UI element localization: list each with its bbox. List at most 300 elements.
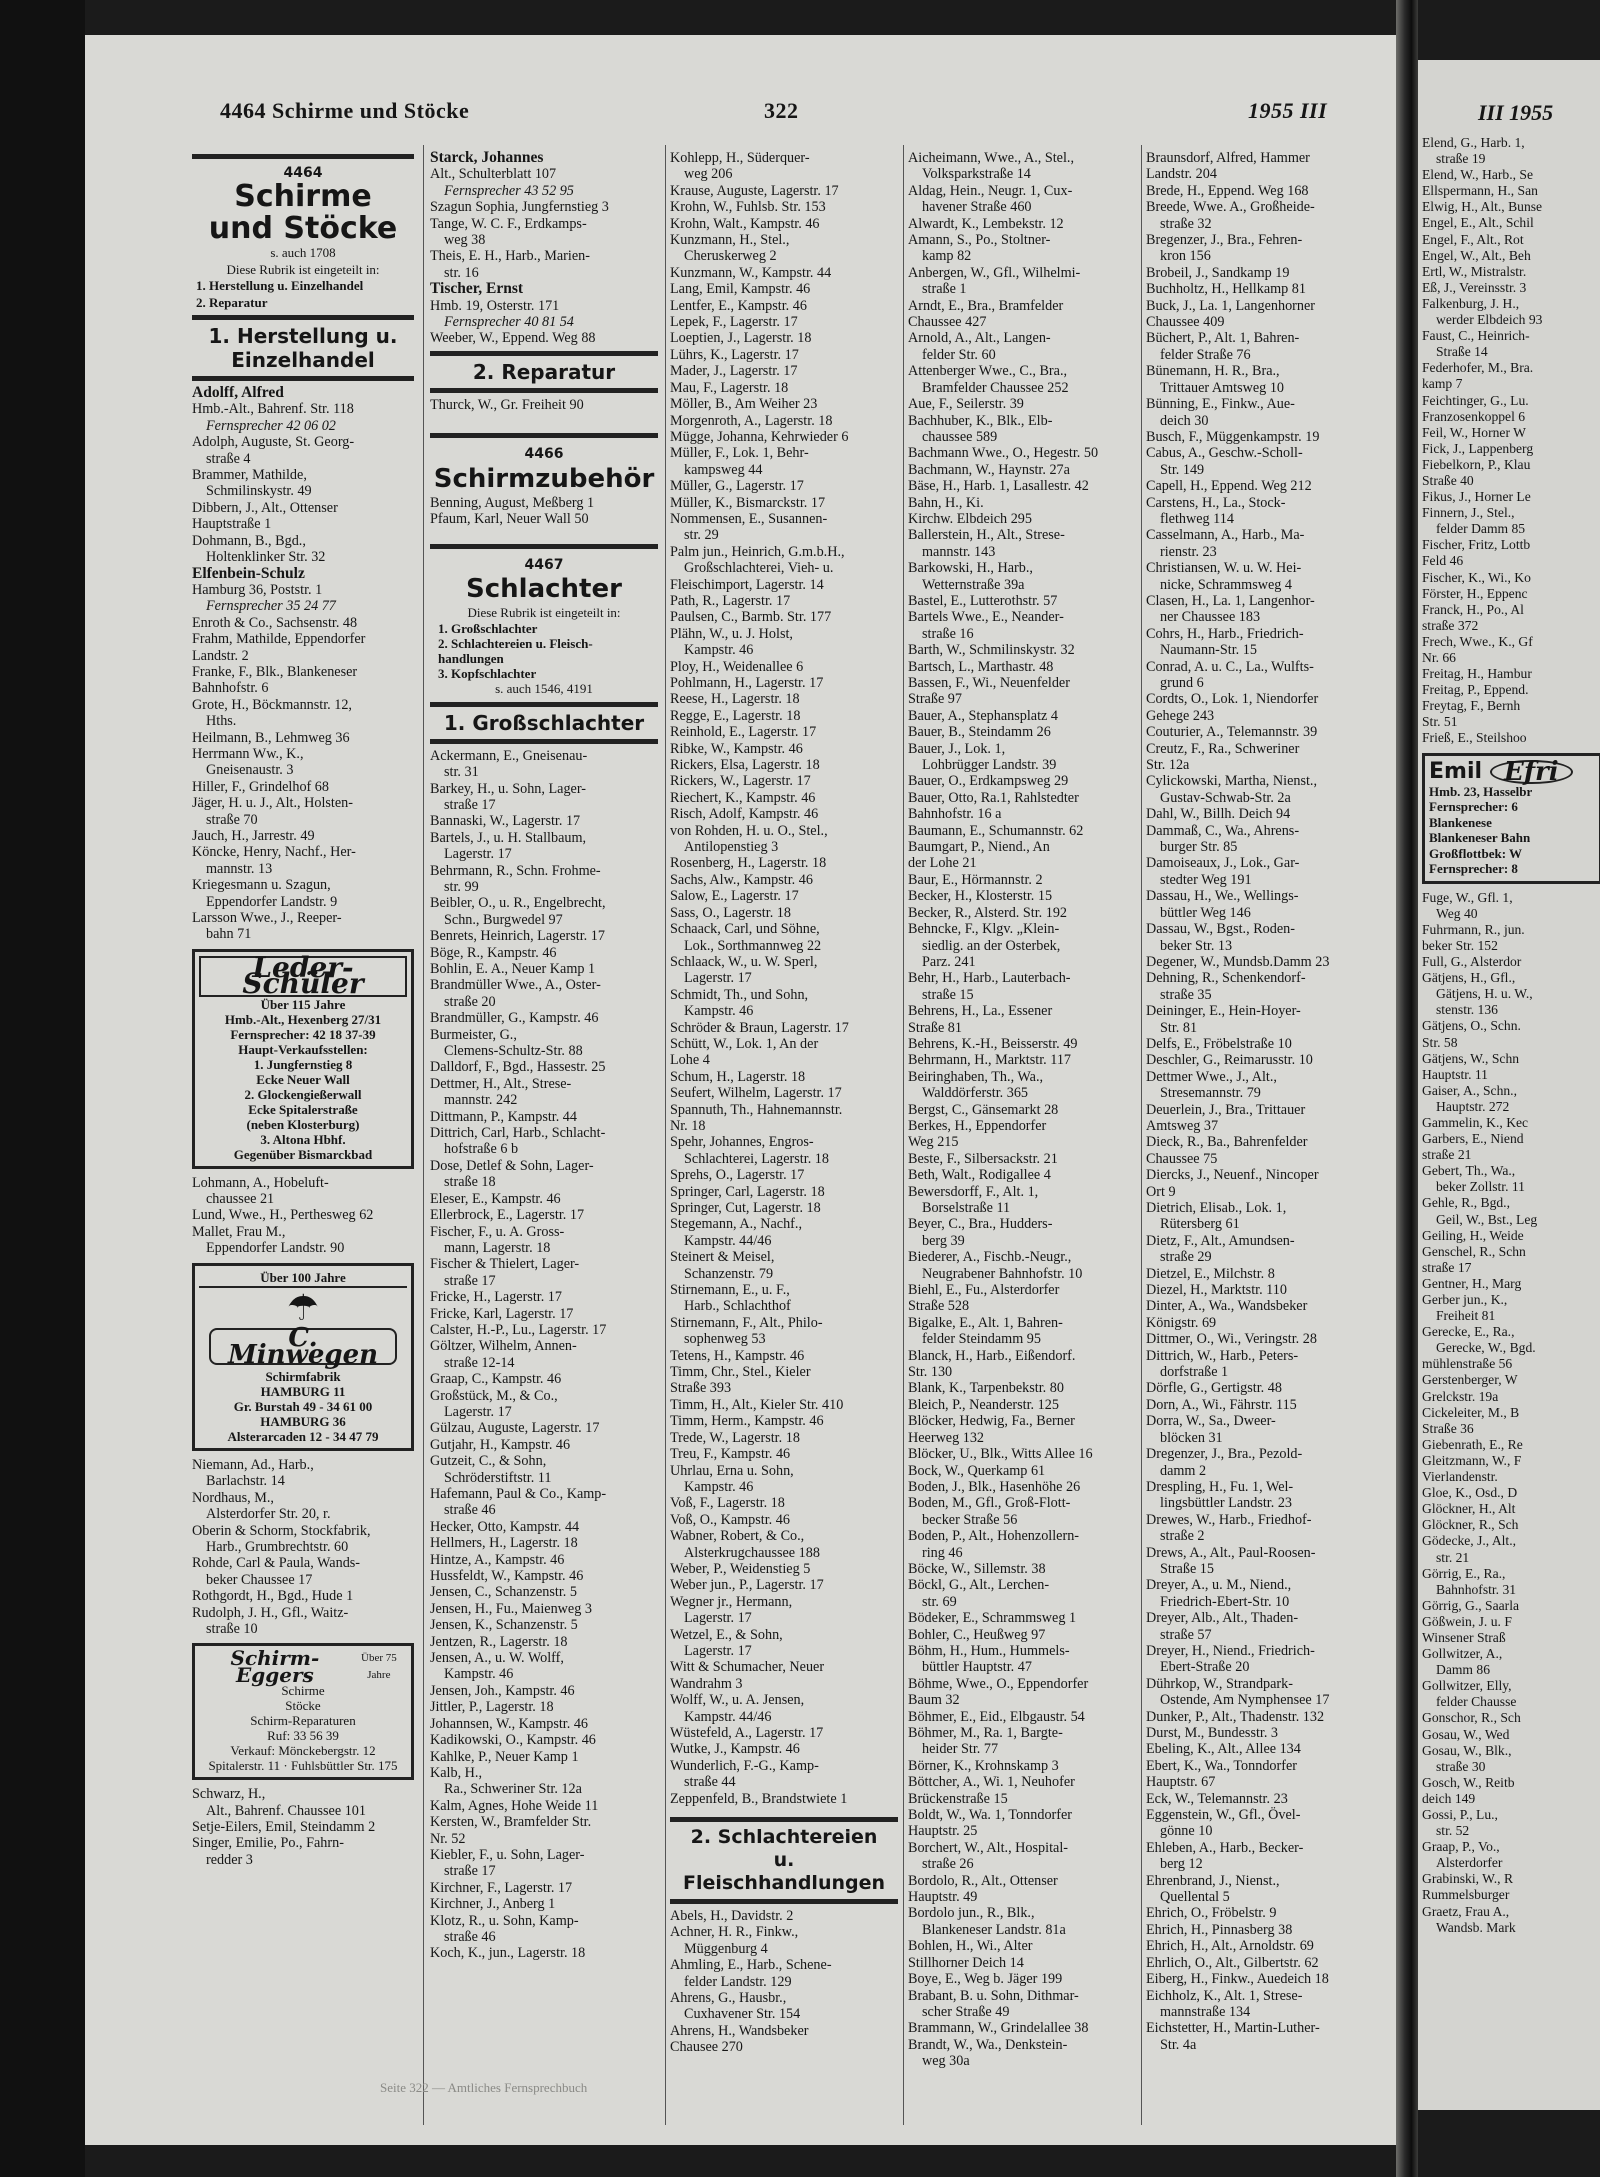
entry-list bbox=[192, 385, 414, 943]
directory-entry: Großschlachterei, Vieh- u. bbox=[684, 560, 834, 577]
directory-entry: Drewes, W., Harb., Friedhof- bbox=[1146, 1511, 1312, 1528]
directory-entry: Bramfelder Chaussee 252 bbox=[922, 379, 1069, 396]
directory-entry: Reese, H., Lagerstr. 18 bbox=[670, 691, 800, 708]
directory-entry: Rickers, W., Lagerstr. 17 bbox=[670, 773, 811, 790]
directory-entry: Graap, C., Kampstr. 46 bbox=[430, 1371, 562, 1388]
directory-entry: Brandmüller Wwe., A., Oster- bbox=[430, 977, 601, 994]
directory-entry: Bohler, C., Heußweg 97 bbox=[908, 1626, 1046, 1643]
directory-entry: Blank, K., Tarpenbekstr. 80 bbox=[908, 1380, 1064, 1397]
directory-entry: Garbers, E., Niend bbox=[1422, 1131, 1524, 1147]
directory-entry: Ra., Schweriner Str. 12a bbox=[444, 1781, 582, 1798]
directory-entry: straße 57 bbox=[1160, 1626, 1212, 1643]
directory-entry: Lepek, F., Lagerstr. 17 bbox=[670, 314, 798, 331]
directory-entry: Grote, H., Böckmannstr. 12, bbox=[192, 696, 352, 713]
directory-entry: Dreyer, Alb., Alt., Thaden- bbox=[1146, 1610, 1299, 1627]
directory-entry: Jäger, H. u. J., Alt., Holsten- bbox=[192, 795, 353, 812]
directory-entry: Ahrens, H., Wandsbeker bbox=[670, 2022, 809, 2039]
directory-entry: Behrens, K.-H., Beisserstr. 49 bbox=[908, 1035, 1078, 1052]
rule bbox=[192, 376, 414, 381]
directory-entry: Ebert, K., Wa., Tonndorfer bbox=[1146, 1757, 1297, 1774]
directory-entry: Brobeil, J., Sandkamp 19 bbox=[1146, 264, 1290, 281]
directory-entry: Mau, F., Lagerstr. 18 bbox=[670, 379, 789, 396]
directory-entry: Dittrich, W., Harb., Peters- bbox=[1146, 1347, 1299, 1364]
column-4 bbox=[908, 150, 1136, 2070]
directory-entry: Plähn, W., u. J. Holst, bbox=[670, 625, 793, 642]
directory-entry: Nr. 66 bbox=[1422, 650, 1456, 665]
directory-entry: Dinter, A., Wa., Wandsbeker bbox=[1146, 1298, 1308, 1315]
directory-entry: Voß, F., Lagerstr. 18 bbox=[670, 1495, 785, 1512]
directory-entry: nicke, Schrammsweg 4 bbox=[1160, 576, 1292, 593]
directory-entry: Enroth & Co., Sachsenstr. 48 bbox=[192, 614, 358, 631]
directory-entry: Böhmer, E., Eid., Elbgaustr. 54 bbox=[908, 1708, 1085, 1725]
ad-line: (neben Klosterburg) bbox=[246, 1116, 360, 1132]
directory-entry: Bachmann Wwe., O., Hegestr. 50 bbox=[908, 445, 1099, 462]
ad-line: Über 115 Jahre bbox=[260, 996, 346, 1012]
directory-entry: Ackermann, E., Gneisenau- bbox=[430, 747, 588, 764]
directory-entry: Dietz, F., Alt., Amundsen- bbox=[1146, 1232, 1295, 1249]
directory-entry: Larsson Wwe., J., Reeper- bbox=[192, 910, 342, 927]
directory-entry: Bergst, C., Gänsemarkt 28 bbox=[908, 1101, 1059, 1118]
directory-entry: straße 16 bbox=[922, 625, 974, 642]
directory-entry: Gätjens, O., Schn. bbox=[1422, 1018, 1521, 1034]
directory-entry: str. 21 bbox=[1436, 1549, 1470, 1565]
directory-entry: Schanzenstr. 79 bbox=[684, 1265, 774, 1282]
ad-line: Ecke Neuer Wall bbox=[256, 1071, 350, 1087]
directory-entry: Mader, J., Lagerstr. 17 bbox=[670, 363, 798, 380]
directory-entry: Straße 36 bbox=[1422, 1420, 1474, 1436]
directory-entry: Weber jun., P., Lagerstr. 17 bbox=[670, 1577, 824, 1594]
directory-entry: Bauer, A., Stephansplatz 4 bbox=[908, 707, 1058, 724]
directory-entry: Klotz, R., u. Sohn, Kamp- bbox=[430, 1912, 579, 1929]
ad-line: Fernsprecher: 42 18 37-39 bbox=[230, 1026, 376, 1042]
directory-entry: Gosau, W., Wed bbox=[1422, 1726, 1510, 1742]
directory-entry: Bartels Wwe., E., Neander- bbox=[908, 609, 1064, 626]
directory-entry: chaussee 21 bbox=[206, 1191, 275, 1208]
directory-entry: Dettmer Wwe., J., Alt., bbox=[1146, 1068, 1277, 1085]
directory-entry: Eppendorfer Landstr. 9 bbox=[206, 893, 338, 910]
directory-entry: Berkes, H., Eppendorfer bbox=[908, 1117, 1047, 1134]
directory-entry: Stegemann, A., Nachf., bbox=[670, 1216, 802, 1233]
directory-entry: Hauptstr. 272 bbox=[1436, 1098, 1510, 1114]
directory-entry: Breede, Wwe. A., Großheide- bbox=[1146, 199, 1315, 216]
ad-tagline: Über 75 Jahre bbox=[361, 1652, 397, 1681]
directory-entry: Gollwitzer, Elly, bbox=[1422, 1678, 1512, 1694]
directory-entry: Aldag, Hein., Neugr. 1, Cux- bbox=[908, 182, 1073, 199]
directory-entry: Becker, R., Alsterd. Str. 192 bbox=[908, 904, 1068, 921]
directory-entry: Schn., Burgwedel 97 bbox=[444, 911, 563, 928]
directory-entry: Fernsprecher 42 06 02 bbox=[206, 417, 336, 434]
directory-entry: Kirchw. Elbdeich 295 bbox=[908, 510, 1032, 527]
directory-entry: dorfstraße 1 bbox=[1160, 1364, 1229, 1381]
umbrella-icon: ☂ bbox=[286, 1288, 320, 1329]
directory-entry: Dunker, P., Alt., Thadenstr. 132 bbox=[1146, 1708, 1325, 1725]
directory-entry: Lagerstr. 17 bbox=[444, 1403, 512, 1420]
directory-entry: Gerber jun., K., bbox=[1422, 1292, 1508, 1307]
directory-entry: Rosenberg, H., Lagerstr. 18 bbox=[670, 855, 827, 872]
directory-entry: Eß, J., Vereinsstr. 3 bbox=[1422, 279, 1527, 295]
directory-entry: Ribke, W., Kampstr. 46 bbox=[670, 740, 803, 757]
directory-entry: Ploy, H., Weidenallee 6 bbox=[670, 658, 804, 675]
directory-entry: Singer, Emilie, Po., Fahrn- bbox=[192, 1835, 344, 1852]
directory-entry: Böhm, H., Hum., Hummels- bbox=[908, 1642, 1070, 1659]
directory-entry: Böhme, Wwe., O., Eppendorfer bbox=[908, 1675, 1089, 1692]
directory-entry: Bastel, E., Lutterothstr. 57 bbox=[908, 592, 1058, 609]
ad-line: Fernsprecher: 8 bbox=[1429, 861, 1518, 877]
directory-entry: Walddörferstr. 365 bbox=[922, 1085, 1029, 1102]
directory-entry: Loeptien, J., Lagerstr. 18 bbox=[670, 330, 812, 347]
directory-entry: chaussee 589 bbox=[922, 428, 998, 445]
directory-entry: Couturier, A., Telemannstr. 39 bbox=[1146, 724, 1318, 741]
directory-entry: Straße 393 bbox=[670, 1380, 732, 1397]
directory-entry: Friedrich-Ebert-Str. 10 bbox=[1160, 1593, 1290, 1610]
directory-entry: Baumann, E., Schumannstr. 62 bbox=[908, 822, 1084, 839]
directory-entry: Witt & Schumacher, Neuer bbox=[670, 1659, 825, 1676]
directory-entry: Dittmer, O., Wi., Veringstr. 28 bbox=[1146, 1331, 1317, 1348]
directory-entry: Drews, A., Alt., Paul-Roosen- bbox=[1146, 1544, 1316, 1561]
directory-entry: Bauer, J., Lok. 1, bbox=[908, 740, 1006, 757]
directory-entry: Drespling, H., Fu. 1, Wel- bbox=[1146, 1478, 1294, 1495]
directory-entry: Gaiser, A., Schn., bbox=[1422, 1082, 1517, 1098]
page-header-right: 1955 III bbox=[1248, 98, 1328, 123]
directory-entry: Freitag, P., Eppend. bbox=[1422, 682, 1529, 698]
directory-entry: Boden, J., Blk., Hasenhöhe 26 bbox=[908, 1478, 1081, 1495]
directory-entry: straße 26 bbox=[922, 1856, 974, 1873]
entry-list bbox=[430, 150, 658, 347]
directory-entry: Tetens, H., Kampstr. 46 bbox=[670, 1347, 805, 1364]
directory-entry: Krohn, Walt., Kampstr. 46 bbox=[670, 215, 820, 232]
directory-entry: Str. 130 bbox=[908, 1364, 953, 1381]
directory-entry: Dettmer, H., Alt., Strese- bbox=[430, 1075, 572, 1092]
directory-entry: Kahlke, P., Neuer Kamp 1 bbox=[430, 1748, 579, 1765]
column-rule bbox=[1141, 145, 1142, 2125]
directory-entry: Christiansen, W. u. W. Hei- bbox=[1146, 560, 1302, 577]
directory-entry: sophenweg 53 bbox=[684, 1331, 766, 1348]
directory-entry: Dührkop, W., Strandpark- bbox=[1146, 1675, 1293, 1692]
directory-entry: büttler Weg 146 bbox=[1160, 904, 1251, 921]
ad-line: Schirm-Reparaturen bbox=[250, 1713, 356, 1729]
directory-entry: Frech, Wwe., K., Gf bbox=[1422, 633, 1533, 649]
directory-entry: Gutjahr, H., Kampstr. 46 bbox=[430, 1436, 571, 1453]
directory-entry: straße 70 bbox=[206, 811, 258, 828]
directory-entry: straße 21 bbox=[1422, 1147, 1472, 1163]
directory-entry: Schaack, Carl, und Söhne, bbox=[670, 921, 820, 938]
directory-entry: Behrmann, H., Marktstr. 117 bbox=[908, 1052, 1072, 1069]
directory-entry: Creutz, F., Ra., Schweriner bbox=[1146, 740, 1300, 757]
directory-entry: Steinert & Meisel, bbox=[670, 1249, 775, 1266]
ad-line: 1. Jungfernstieg 8 bbox=[253, 1056, 353, 1072]
directory-entry: Adolff, Alfred bbox=[192, 385, 284, 402]
directory-entry: weg 206 bbox=[684, 166, 733, 183]
subsection-title: 2. Schlachtereien bbox=[690, 1826, 878, 1849]
directory-entry: straße 46 bbox=[444, 1502, 496, 1519]
directory-entry: Attenberger Wwe., C., Bra., bbox=[908, 363, 1068, 380]
directory-entry: Möller, B., Am Weiher 23 bbox=[670, 396, 818, 413]
directory-entry: Barlachstr. 14 bbox=[206, 1473, 285, 1490]
directory-entry: Geil, W., Bst., Leg bbox=[1436, 1211, 1538, 1227]
directory-entry: Brückenstraße 15 bbox=[908, 1790, 1008, 1807]
column-2 bbox=[430, 150, 658, 1962]
directory-entry: Dalldorf, F., Bgd., Hassestr. 25 bbox=[430, 1059, 606, 1076]
directory-entry: Dose, Detlef & Sohn, Lager- bbox=[430, 1157, 594, 1174]
directory-entry: Nordhaus, M., bbox=[192, 1489, 274, 1506]
column-5 bbox=[1146, 150, 1382, 2053]
section-number: 4467 bbox=[524, 556, 564, 573]
directory-entry: Kersten, W., Bramfelder Str. bbox=[430, 1814, 592, 1831]
directory-entry: Brandmüller, G., Kampstr. 46 bbox=[430, 1010, 599, 1027]
directory-entry: Brede, H., Eppend. Weg 168 bbox=[1146, 182, 1309, 199]
directory-entry: Gneisenaustr. 3 bbox=[206, 762, 294, 779]
directory-entry: Winsener Straß bbox=[1422, 1629, 1506, 1645]
directory-entry: Ehrich, H., Alt., Arnoldstr. 69 bbox=[1146, 1938, 1314, 1955]
rule bbox=[192, 315, 414, 320]
directory-entry: Arnold, A., Alt., Langen- bbox=[908, 330, 1051, 347]
directory-entry: weg 30a bbox=[922, 2053, 970, 2070]
directory-entry: Dassau, W., Bgst., Roden- bbox=[1146, 921, 1295, 938]
directory-entry: Anbergen, W., Gfl., Wilhelmi- bbox=[908, 264, 1081, 281]
rule bbox=[670, 1817, 898, 1822]
directory-entry: Deschler, G., Reimarusstr. 10 bbox=[1146, 1052, 1313, 1069]
directory-entry: gönne 10 bbox=[1160, 1823, 1213, 1840]
directory-entry: Schröder & Braun, Lagerstr. 17 bbox=[670, 1019, 849, 1036]
directory-entry: straße 20 bbox=[444, 993, 496, 1010]
directory-entry: Dieck, R., Ba., Bahrenfelder bbox=[1146, 1134, 1308, 1151]
directory-entry: Franke, F., Blk., Blankeneser bbox=[192, 663, 358, 680]
directory-entry: Parz. 241 bbox=[922, 953, 976, 970]
directory-entry: der Lohe 21 bbox=[908, 855, 977, 872]
directory-entry: Amtsweg 37 bbox=[1146, 1117, 1219, 1134]
entry-list bbox=[430, 748, 658, 1962]
directory-entry: Gerecke, W., Bgd. bbox=[1436, 1340, 1536, 1356]
directory-entry: Gätjens, H., Gfl., bbox=[1422, 970, 1516, 986]
directory-entry: Gosch, W., Reitb bbox=[1422, 1774, 1515, 1790]
directory-entry: Ort 9 bbox=[1146, 1183, 1176, 1200]
directory-entry: Hmb. 19, Osterstr. 171 bbox=[430, 297, 560, 314]
directory-entry: Gutzeit, C., & Sohn, bbox=[430, 1453, 547, 1470]
entry-list bbox=[908, 150, 1136, 2070]
directory-entry: Lentfer, E., Kampstr. 46 bbox=[670, 297, 807, 314]
directory-entry: Feld 46 bbox=[1422, 553, 1464, 569]
directory-entry: felder Str. 60 bbox=[922, 346, 996, 363]
directory-entry: Bartels, J., u. H. Stallbaum, bbox=[430, 829, 587, 846]
division-note: Diese Rubrik ist eingeteilt in: bbox=[467, 604, 621, 620]
ad-line: Blankenese bbox=[1429, 814, 1492, 830]
directory-entry: Bordolo jun., R., Blk., bbox=[908, 1905, 1035, 1922]
directory-entry: Bachhuber, K., Blk., Elb- bbox=[908, 412, 1053, 429]
directory-entry: Ehrlich, O., Alt., Gilbertstr. 62 bbox=[1146, 1954, 1319, 1971]
directory-entry: Lok., Sorthmannweg 22 bbox=[684, 937, 822, 954]
directory-entry: Reinhold, E., Lagerstr. 17 bbox=[670, 724, 817, 741]
directory-entry: Bahnhofstr. 16 a bbox=[908, 806, 1002, 823]
directory-entry: Schlachterei, Lagerstr. 18 bbox=[684, 1150, 829, 1167]
directory-entry: Ehrich, O., Fröbelstr. 9 bbox=[1146, 1905, 1277, 1922]
directory-entry: Tange, W. C. F., Erdkamps- bbox=[430, 215, 587, 232]
directory-entry: deich 30 bbox=[1160, 412, 1209, 429]
directory-entry: str. 99 bbox=[444, 878, 479, 895]
rule bbox=[430, 702, 658, 707]
directory-entry: Hauptstr. 11 bbox=[1422, 1066, 1488, 1082]
directory-entry: Chaussee 427 bbox=[908, 314, 987, 331]
directory-entry: Benning, August, Meßberg 1 bbox=[430, 494, 595, 511]
directory-entry: Brammann, W., Grindelallee 38 bbox=[908, 2020, 1089, 2037]
section-title: Schirme bbox=[234, 179, 372, 215]
directory-entry: Ostende, Am Nymphensee 17 bbox=[1160, 1692, 1330, 1709]
ad-line: Verkauf: Mönckebergstr. 12 bbox=[230, 1743, 376, 1759]
directory-entry: Calster, H.-P., Lu., Lagerstr. 17 bbox=[430, 1321, 607, 1338]
directory-entry: Dittrich, Carl, Harb., Schlacht- bbox=[430, 1125, 606, 1142]
directory-entry: Gülzau, Auguste, Lagerstr. 17 bbox=[430, 1420, 600, 1437]
ad-line: Alsterarcaden 12 - 34 47 79 bbox=[227, 1428, 379, 1444]
directory-entry: siedlig. an der Osterbek, bbox=[922, 937, 1061, 954]
directory-entry: Behr, H., Harb., Lauterbach- bbox=[908, 970, 1071, 987]
directory-entry: Springer, Cut, Lagerstr. 18 bbox=[670, 1200, 821, 1216]
entry-list bbox=[670, 1908, 898, 2056]
directory-entry: Dammaß, C., Wa., Ahrens- bbox=[1146, 822, 1300, 839]
ad-line: Fernsprecher: 6 bbox=[1429, 799, 1518, 815]
directory-entry: Kampstr. 46 bbox=[684, 1003, 754, 1020]
page-number: 322 bbox=[764, 98, 799, 123]
directory-entry: Baumgart, P., Niend., An bbox=[908, 839, 1050, 856]
advertisement-schirm-eggers bbox=[192, 1643, 414, 1780]
directory-entry: Koch, K., jun., Lagerstr. 18 bbox=[430, 1945, 586, 1962]
directory-entry: Gehege 243 bbox=[1146, 707, 1215, 724]
directory-entry: Barkey, H., u. Sohn, Lager- bbox=[430, 780, 586, 797]
directory-entry: Krohn, W., Fuhlsb. Str. 153 bbox=[670, 199, 826, 216]
ad-line: Gegenüber Bismarckbad bbox=[233, 1146, 373, 1162]
directory-entry: Kunzmann, H., Stel., bbox=[670, 232, 790, 249]
entry-list bbox=[192, 1457, 414, 1637]
directory-entry: Frieß, E., Steilshoo bbox=[1422, 730, 1527, 746]
directory-entry: Dreyer, H., Niend., Friedrich- bbox=[1146, 1642, 1315, 1659]
directory-entry: Jensen, Joh., Kampstr. 46 bbox=[430, 1682, 575, 1699]
directory-entry: Morgenroth, A., Lagerstr. 18 bbox=[670, 412, 833, 429]
directory-entry: Paulsen, C., Barmb. Str. 177 bbox=[670, 609, 832, 626]
directory-entry: Boden, M., Gfl., Groß-Flott- bbox=[908, 1495, 1071, 1512]
directory-entry: Müller, K., Bismarckstr. 17 bbox=[670, 494, 826, 511]
directory-entry: Boldt, W., Wa. 1, Tonndorfer bbox=[908, 1807, 1073, 1824]
directory-entry: damm 2 bbox=[1160, 1462, 1207, 1479]
directory-entry: Gerecke, E., Ra., bbox=[1422, 1324, 1515, 1340]
directory-entry: str. 52 bbox=[1436, 1823, 1470, 1839]
directory-entry: Weg 40 bbox=[1436, 905, 1478, 921]
directory-entry: Fuhrmann, R., jun. bbox=[1422, 921, 1525, 937]
directory-entry: Bohlin, E. A., Neuer Kamp 1 bbox=[430, 961, 596, 977]
directory-entry: Gentner, H., Marg bbox=[1422, 1275, 1522, 1291]
directory-entry: becker Straße 56 bbox=[922, 1511, 1018, 1528]
directory-entry: Barth, W., Schmilinskystr. 32 bbox=[908, 642, 1075, 659]
directory-entry: Sprehs, O., Lagerstr. 17 bbox=[670, 1167, 805, 1184]
directory-entry: Böhmer, M., Ra. 1, Bargte- bbox=[908, 1725, 1063, 1741]
rule bbox=[430, 351, 658, 356]
directory-entry: Dibbern, J., Alt., Ottenser bbox=[192, 499, 338, 516]
directory-entry: Dassau, H., We., Wellings- bbox=[1146, 888, 1299, 905]
directory-entry: Full, G., Alsterdor bbox=[1422, 954, 1522, 970]
directory-entry: straße 44 bbox=[684, 1774, 736, 1791]
directory-entry: Diezel, H., Marktstr. 110 bbox=[1146, 1282, 1287, 1299]
directory-entry: Franck, H., Po., Al bbox=[1422, 601, 1524, 617]
directory-entry: Cordts, O., Lok. 1, Niendorfer bbox=[1146, 691, 1319, 708]
directory-entry: Genschel, R., Schn bbox=[1422, 1243, 1526, 1259]
directory-entry: Graetz, Frau A., bbox=[1422, 1903, 1510, 1919]
directory-entry: straße 46 bbox=[444, 1928, 496, 1945]
directory-entry: Jensen, H., Fu., Maienweg 3 bbox=[430, 1600, 592, 1617]
directory-entry: Timm, Herm., Kampstr. 46 bbox=[670, 1413, 824, 1430]
directory-entry: Niemann, Ad., Harb., bbox=[192, 1456, 314, 1473]
directory-entry: Tischer, Ernst bbox=[430, 281, 524, 298]
ad-tagline: Über 100 Jahre bbox=[199, 1270, 407, 1288]
directory-entry: Wetzel, E., & Sohn, bbox=[670, 1626, 783, 1643]
directory-entry: Hauptstraße 1 bbox=[192, 516, 272, 533]
directory-entry: Baur, E., Hörmannstr. 2 bbox=[908, 871, 1043, 888]
directory-entry: Ehleben, A., Harb., Becker- bbox=[1146, 1839, 1304, 1856]
directory-entry: berg 12 bbox=[1160, 1856, 1203, 1873]
directory-entry: Nommensen, E., Susannen- bbox=[670, 510, 828, 527]
directory-entry: Cabus, A., Geschw.-Scholl- bbox=[1146, 445, 1303, 462]
directory-entry: hofstraße 6 b bbox=[444, 1141, 519, 1158]
directory-entry: Wutke, J., Kampstr. 46 bbox=[670, 1741, 800, 1758]
ad-line: Stöcke bbox=[285, 1698, 321, 1714]
directory-entry: Ellerbrock, E., Lagerstr. 17 bbox=[430, 1207, 585, 1224]
directory-entry: Dietzel, E., Milchstr. 8 bbox=[1146, 1265, 1275, 1282]
directory-entry: Stirnemann, E., u. F., bbox=[670, 1282, 790, 1299]
directory-entry: berg 39 bbox=[922, 1232, 965, 1249]
directory-entry: Wunderlich, F.-G., Kamp- bbox=[670, 1757, 819, 1774]
directory-entry: Ebert-Straße 20 bbox=[1160, 1659, 1250, 1676]
directory-entry: Lohmann, A., Hobeluft- bbox=[192, 1174, 329, 1191]
directory-entry: Path, R., Lagerstr. 17 bbox=[670, 592, 791, 609]
directory-entry: Ellspermann, H., San bbox=[1422, 183, 1538, 199]
directory-entry: Durst, M., Bundesstr. 3 bbox=[1146, 1725, 1279, 1741]
ad-line: HAMBURG 36 bbox=[260, 1413, 346, 1429]
ad-logo: Schirm-Eggers bbox=[230, 1646, 320, 1687]
directory-entry: Zeppenfeld, B., Brandstwiete 1 bbox=[670, 1790, 848, 1807]
division-note: Diese Rubrik ist eingeteilt in: bbox=[226, 261, 380, 277]
directory-entry: Busch, F., Müggenkampstr. 19 bbox=[1146, 428, 1320, 445]
directory-entry: Barkowski, H., Harb., bbox=[908, 560, 1033, 577]
directory-entry: Weg 215 bbox=[908, 1134, 959, 1151]
directory-entry: Freiheit 81 bbox=[1436, 1308, 1496, 1324]
directory-entry: weg 38 bbox=[444, 232, 486, 249]
directory-entry: Risch, Adolf, Kampstr. 46 bbox=[670, 806, 819, 823]
directory-entry: Elend, W., Harb., Se bbox=[1422, 167, 1533, 183]
directory-entry: Fick, J., Lappenberg bbox=[1422, 440, 1534, 456]
directory-entry: Bleich, P., Neanderstr. 125 bbox=[908, 1396, 1059, 1413]
directory-entry: Szagun Sophia, Jungfernstieg 3 bbox=[430, 199, 609, 216]
entry-list bbox=[670, 150, 898, 1807]
directory-entry: Straße 40 bbox=[1422, 472, 1474, 488]
directory-entry: Chaussee 409 bbox=[1146, 314, 1225, 331]
directory-entry: Biederer, A., Fischb.-Neugr., bbox=[908, 1249, 1072, 1266]
directory-entry: Johannsen, W., Kampstr. 46 bbox=[430, 1715, 589, 1732]
directory-entry: Böge, R., Kampstr. 46 bbox=[430, 944, 557, 961]
directory-entry: kamp 7 bbox=[1422, 376, 1463, 392]
directory-entry: Dittmann, P., Kampstr. 44 bbox=[430, 1108, 577, 1125]
directory-entry: straße 30 bbox=[1436, 1758, 1486, 1774]
directory-entry: str. 16 bbox=[444, 264, 479, 281]
directory-entry: Baum 32 bbox=[908, 1692, 960, 1709]
directory-entry: Kampstr. 44/46 bbox=[684, 1708, 772, 1725]
directory-entry: Dreyer, A., u. M., Niend., bbox=[1146, 1577, 1292, 1594]
facing-column bbox=[1422, 135, 1600, 1936]
directory-entry: Lund, Wwe., H., Perthesweg 62 bbox=[192, 1207, 374, 1224]
directory-entry: Stirnemann, F., Alt., Philo- bbox=[670, 1314, 823, 1331]
directory-entry: mannstr. 13 bbox=[206, 860, 273, 877]
directory-entry: Federhofer, M., Bra. bbox=[1422, 360, 1534, 376]
directory-entry: Engel, F., Alt., Rot bbox=[1422, 231, 1524, 247]
division-item: 2. Reparatur bbox=[196, 294, 268, 310]
directory-entry: Bauer, Otto, Ra.1, Rahlstedter bbox=[908, 789, 1079, 806]
directory-entry: mühlenstraße 56 bbox=[1422, 1356, 1513, 1372]
directory-entry: straße 18 bbox=[444, 1174, 496, 1191]
